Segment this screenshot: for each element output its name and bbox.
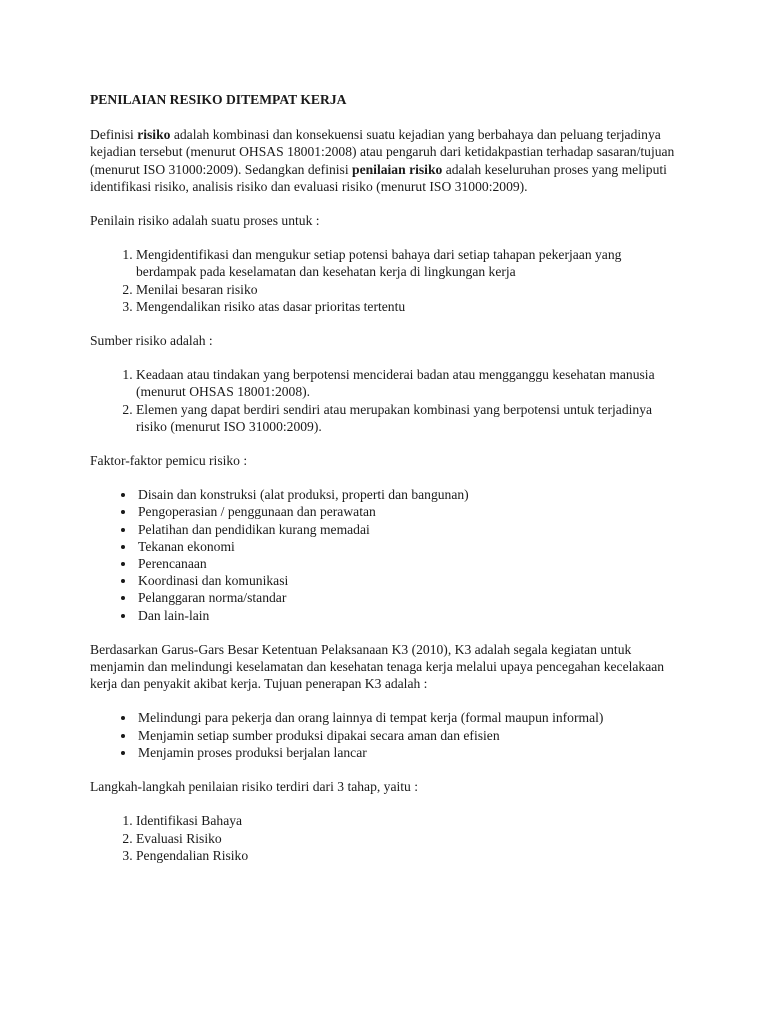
list-item: • Perencanaan [136, 555, 680, 572]
list-item: • Pengoperasian / penggunaan dan perawatan [136, 503, 680, 520]
k3-intro: Berdasarkan Garus-Gars Besar Ketentuan Pelaksanaan K3 (2010), K3 adalah segala kegiatan untuk menjamin dan melindungi keselamatan dan kesehatan tenaga kerja melalui upaya pencegahan kecelakaan kerja dan penyakit akibat kerja. Tujuan penerapan K3 adalah : [90, 641, 665, 692]
list-item: 2. Menilai besaran risiko [136, 281, 680, 298]
triggers-list [90, 486, 680, 624]
definition-text-3: adalah keseluruhan proses yang meliputi identifikasi risiko, analisis risiko dan evaluasi risiko (menurut ISO 31000:2009). [90, 161, 667, 194]
definition-text-2: adalah kombinasi dan konsekuensi suatu kejadian yang berbahaya dan peluang terjadinya kejadian tersebut (menurut OHSAS 18001:2008) atau pengaruh dari ketidakpastian terhadap sasaran/tujuan (menurut ISO 31000:2009). Sedangkan definisi [90, 127, 675, 177]
list-item: 1. Keadaan atau tindakan yang berpotensi menciderai badan atau mengganggu kesehatan manusia (menurut OHSAS 18001:2008). [136, 366, 680, 400]
list-item: • Dan lain-lain [136, 607, 680, 624]
assessment-intro: Penilain risiko adalah suatu proses untuk : [90, 213, 320, 229]
list-item: • Melindungi para pekerja dan orang lainnya di tempat kerja (formal maupun informal) [136, 709, 680, 726]
term-risiko: risiko [137, 127, 171, 143]
list-item: • Koordinasi dan komunikasi [136, 572, 680, 589]
sources-intro: Sumber risiko adalah : [90, 333, 213, 349]
list-item: 2. Elemen yang dapat berdiri sendiri atau merupakan kombinasi yang berpotensi untuk terjadinya risiko (menurut ISO 31000:2009). [136, 401, 680, 435]
list-item: • Pelanggaran norma/standar [136, 589, 680, 606]
term-penilaian-risiko: penilaian risiko [352, 161, 443, 177]
assessment-list [90, 246, 680, 315]
steps-list [90, 812, 680, 864]
definition-paragraph [90, 126, 680, 195]
list-item: 1. Identifikasi Bahaya [136, 812, 680, 829]
steps-intro: Langkah-langkah penilaian risiko terdiri dari 3 tahap, yaitu : [90, 779, 419, 795]
document-page [90, 91, 680, 881]
sources-list [90, 366, 680, 435]
document-title: PENILAIAN RESIKO DITEMPAT KERJA [90, 92, 347, 107]
list-item: 1. Mengidentifikasi dan mengukur setiap potensi bahaya dari setiap tahapan pekerjaan yang berdampak pada keselamatan dan kesehatan kerja di lingkungan kerja [136, 246, 680, 280]
k3-goals-list [90, 709, 680, 761]
list-item: • Menjamin proses produksi berjalan lancar [136, 744, 680, 761]
list-item: 3. Mengendalikan risiko atas dasar prioritas tertentu [136, 298, 680, 315]
list-item: • Menjamin setiap sumber produksi dipakai secara aman dan efisien [136, 727, 680, 744]
list-item: • Pelatihan dan pendidikan kurang memadai [136, 521, 680, 538]
list-item: • Disain dan konstruksi (alat produksi, properti dan bangunan) [136, 486, 680, 503]
definition-text-1: Definisi [90, 127, 138, 143]
list-item: 2. Evaluasi Risiko [136, 830, 680, 847]
list-item: • Tekanan ekonomi [136, 538, 680, 555]
triggers-intro: Faktor-faktor pemicu risiko : [90, 453, 248, 469]
list-item: 3. Pengendalian Risiko [136, 847, 680, 864]
